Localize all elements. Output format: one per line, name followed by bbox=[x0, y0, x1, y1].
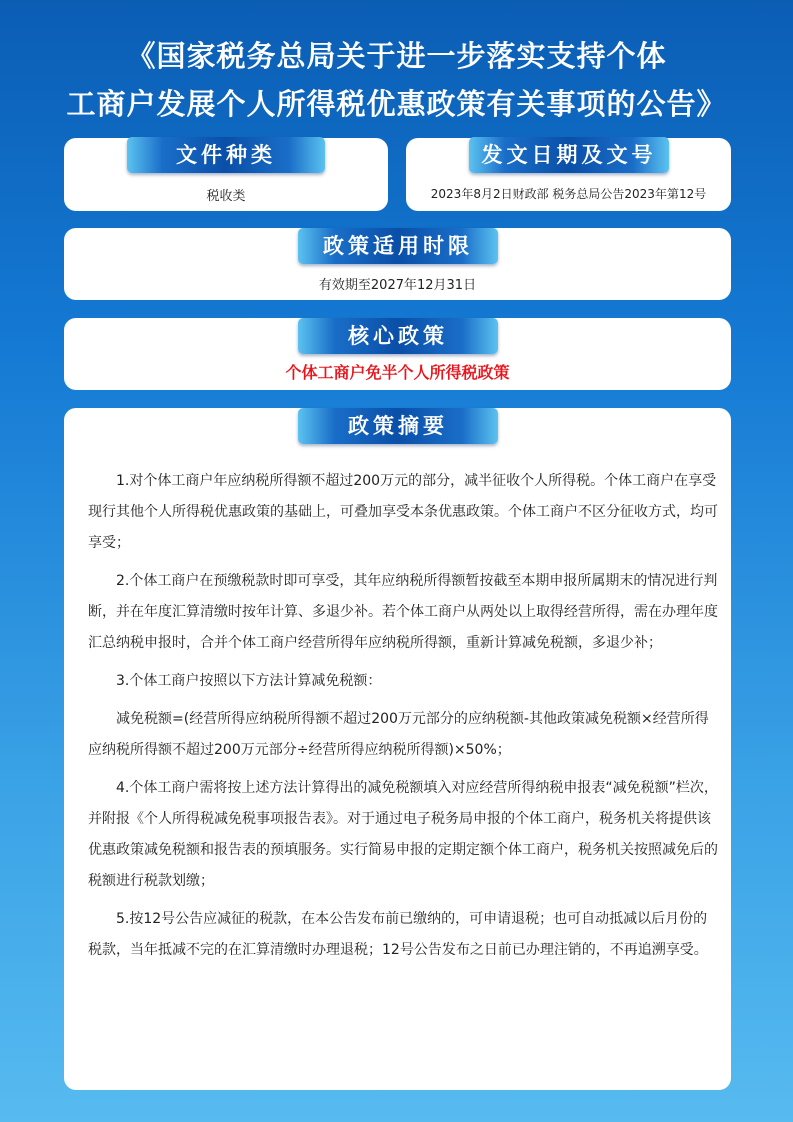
core-card bbox=[64, 318, 731, 390]
issue-value: 2023年8月2日财政部 税务总局公告2023年第12号 bbox=[430, 187, 707, 201]
doc-type-card bbox=[64, 138, 388, 211]
summary-label: 政策摘要 bbox=[298, 408, 498, 444]
summary-paragraph-2: 2.个体工商户在预缴税款时即可享受，其年应纳税所得额暂按截至本期申报所属期末的情况进行判断，并在年度汇算清缴时按年计算、多退少补。若个体工商户从两处以上取得经营所得，需在办理年度汇总纳税申报时，合并个体工商户经营所得年应纳税所得额，重新计算减免税额，多退少补； bbox=[88, 573, 718, 651]
summary-paragraph-3: 3.个体工商户按照以下方法计算减免税额： bbox=[116, 673, 382, 689]
summary-paragraph-5: 4.个体工商户需将按上述方法计算得出的减免税额填入对应经营所得纳税申报表“减免税额”栏次，并附报《个人所得税减免税事项报告表》。对于通过电子税务局申报的个体工商户，税务机关将提供该优惠政策减免税额和报告表的预填服务。实行简易申报的定期定额个体工商户，税务机关按照减免后的税额进行税款划缴； bbox=[88, 780, 718, 889]
core-value: 个体工商户免半个人所得税政策 bbox=[285, 363, 510, 382]
summary-paragraph-4: 减免税额=(经营所得应纳税所得额不超过200万元部分的应纳税额-其他政策减免税额×经营所得应纳税所得额不超过200万元部分÷经营所得应纳税所得额)×50%； bbox=[88, 711, 709, 758]
doc-type-label: 文件种类 bbox=[127, 137, 325, 173]
issue-label: 发文日期及文号 bbox=[469, 137, 669, 173]
period-value: 有效期至2027年12月31日 bbox=[318, 278, 477, 293]
issue-card bbox=[406, 138, 731, 211]
title-line-2: 工商户发展个人所得税优惠政策有关事项的公告》 bbox=[66, 87, 727, 121]
summary-paragraph-1: 1.对个体工商户年应纳税所得额不超过200万元的部分，减半征收个人所得税。个体工商户在享受现行其他个人所得税优惠政策的基础上，可叠加享受本条优惠政策。个体工商户不区分征收方式，均可享受； bbox=[88, 473, 718, 551]
period-card bbox=[64, 228, 731, 300]
core-label: 核心政策 bbox=[298, 318, 498, 354]
period-label: 政策适用时限 bbox=[298, 228, 498, 264]
page-title bbox=[0, 32, 793, 128]
doc-type-value: 税收类 bbox=[206, 189, 246, 204]
title-line-1: 《国家税务总局关于进一步落实支持个体 bbox=[126, 39, 667, 73]
summary-body bbox=[88, 466, 718, 973]
summary-paragraph-6: 5.按12号公告应减征的税款，在本公告发布前已缴纳的，可申请退税；也可自动抵减以后月份的税款，当年抵减不完的在汇算清缴时办理退税；12号公告发布之日前已办理注销的，不再追溯享受。 bbox=[88, 911, 708, 958]
